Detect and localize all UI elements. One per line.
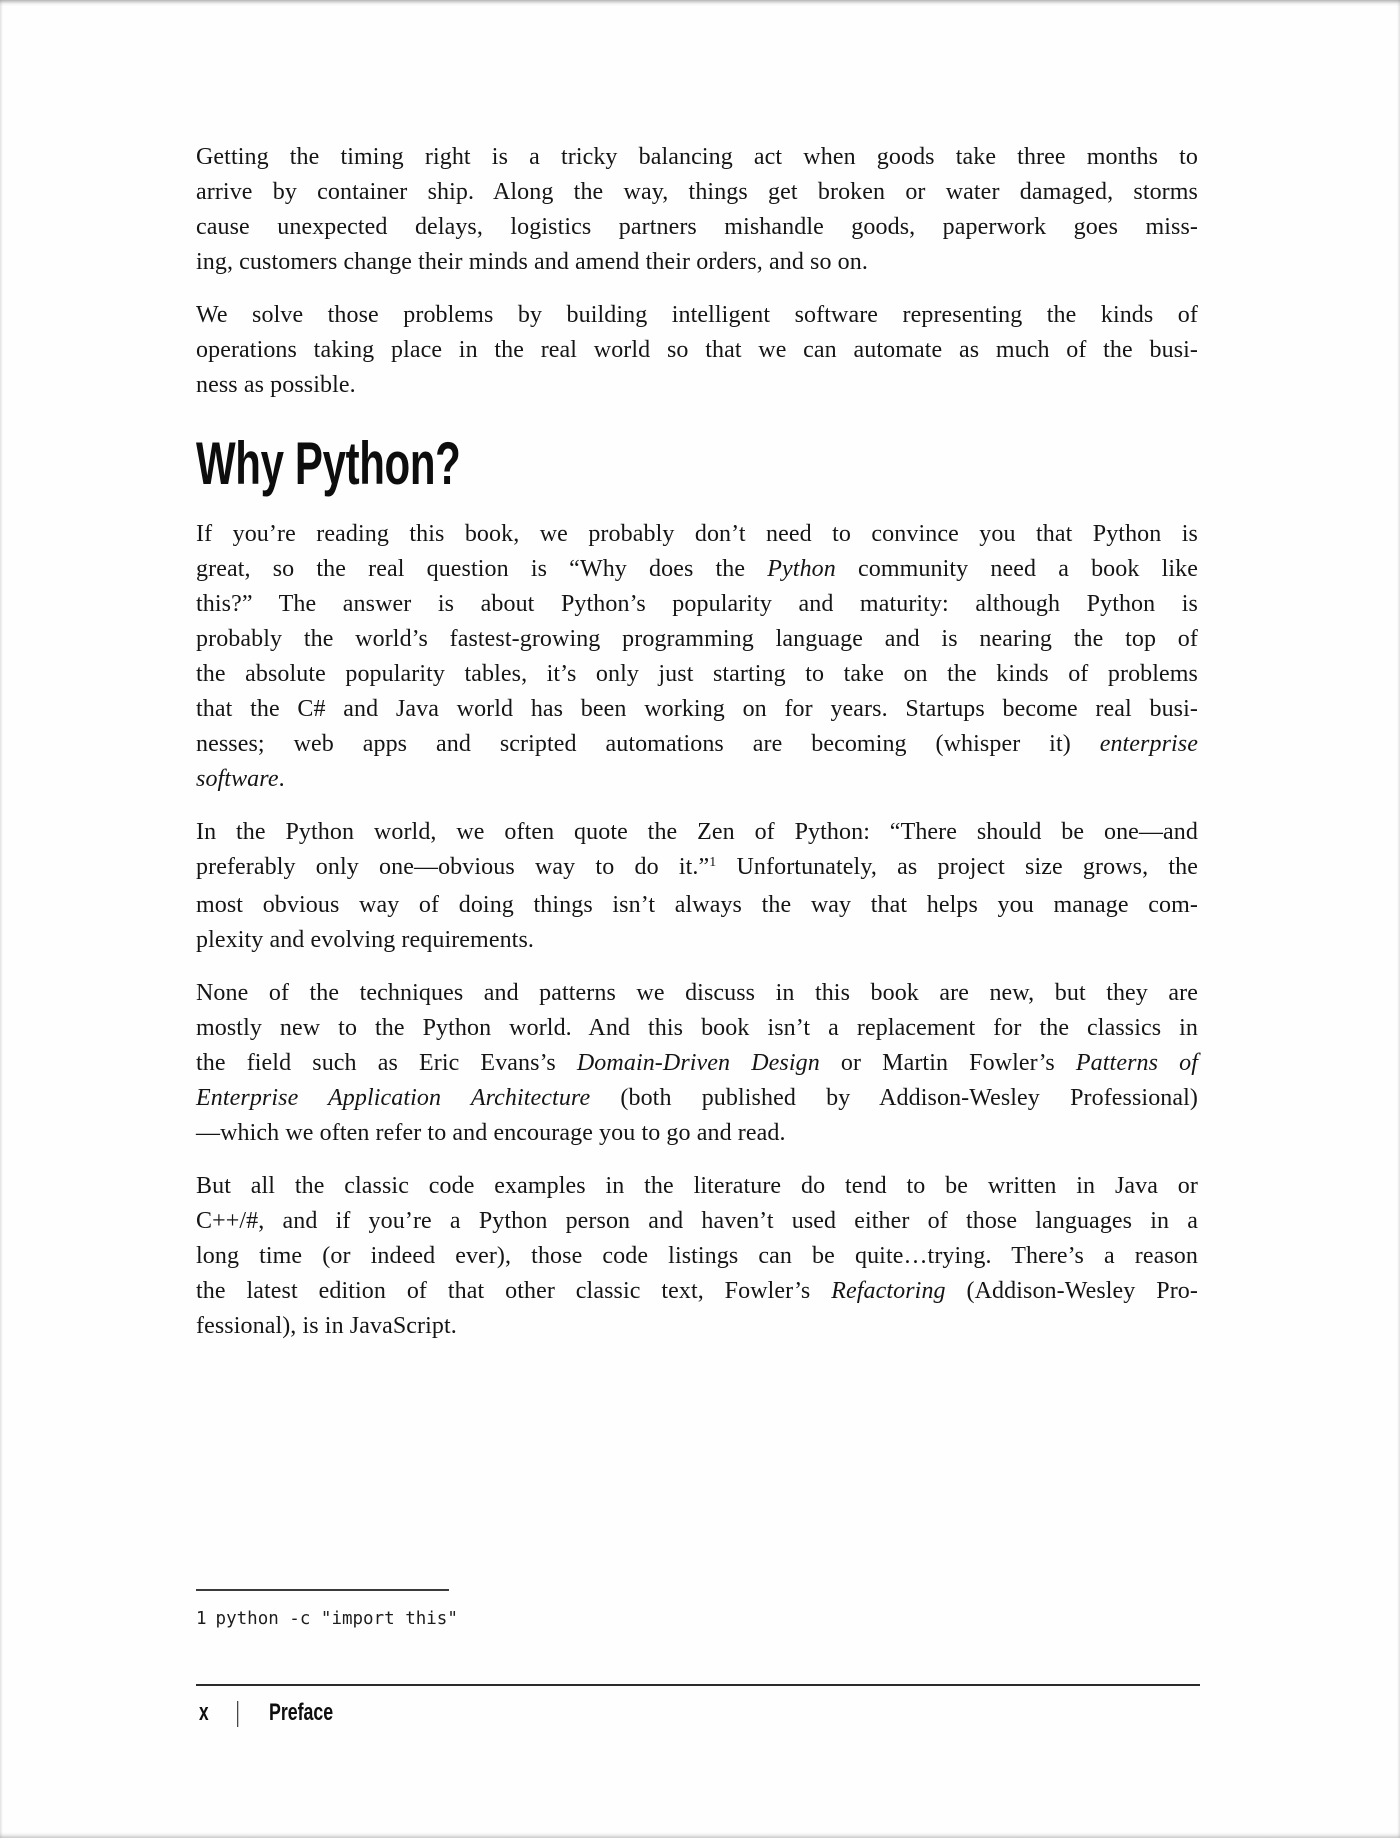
text-line (196, 1309, 1198, 1344)
text-segment: But all the classic code examples in the literature do tend to be written in Java or (196, 1173, 1198, 1199)
footer-separator: | (236, 1696, 240, 1729)
text-segment: the latest edition of that other classic text, Fowler’s (196, 1278, 832, 1304)
text-line (196, 1046, 1198, 1081)
paragraph (196, 815, 1198, 958)
text-segment: fessional), is in JavaScript. (196, 1313, 457, 1339)
text-line (196, 1169, 1198, 1204)
why-python-paragraphs (196, 517, 1198, 1344)
text-line (196, 888, 1198, 923)
text-segment: Enterprise Application Architecture (196, 1085, 591, 1111)
text-segment: None of the techniques and patterns we discuss in this book are new, but they are (196, 980, 1198, 1006)
text-line (196, 1081, 1198, 1116)
text-segment: cause unexpected delays, logistics partners mishandle goods, paperwork goes miss- (196, 214, 1198, 240)
text-line (196, 587, 1198, 622)
text-segment: Unfortunately, as project size grows, the (716, 854, 1198, 880)
text-segment: C++/#, and if you’re a Python person and haven’t used either of those languages in a (196, 1208, 1198, 1234)
paragraph (196, 976, 1198, 1151)
text-segment: . (278, 766, 285, 792)
paragraph (196, 298, 1198, 403)
text-line (196, 1116, 1198, 1151)
text-segment: We solve those problems by building intelligent software representing the kinds of (196, 302, 1198, 328)
text-segment: mostly new to the Python world. And this book isn’t a replacement for the classics in (196, 1015, 1198, 1041)
text-segment: the absolute popularity tables, it’s only just starting to take on the kinds of problems (196, 661, 1198, 687)
text-line (196, 727, 1198, 762)
text-segment: Refactoring (831, 1278, 946, 1304)
text-line (196, 175, 1198, 210)
page-edge-bottom (0, 1832, 1400, 1838)
footnote-command: python -c "import this" (215, 1609, 458, 1629)
text-segment: great, so the real question is “Why does the (196, 556, 768, 582)
text-segment: Python (767, 556, 836, 582)
text-segment: the field such as Eric Evans’s (196, 1050, 577, 1076)
text-segment: software (196, 766, 279, 792)
text-line (196, 657, 1198, 692)
section-heading: Why Python? (196, 430, 461, 497)
footnote (196, 1608, 458, 1630)
paragraph (196, 517, 1198, 797)
text-line (196, 210, 1198, 245)
footnote-marker: 1 (196, 1609, 207, 1629)
text-segment: —which we often refer to and encourage you to go and read. (196, 1120, 786, 1146)
footer-section-title: Preface (268, 1699, 333, 1726)
paragraph (196, 1169, 1198, 1344)
footnote-rule (196, 1589, 449, 1591)
text-line (196, 140, 1198, 175)
text-line (196, 976, 1198, 1011)
intro-paragraphs (196, 140, 1198, 403)
text-segment: If you’re reading this book, we probably don’t need to convince you that Python is (196, 521, 1198, 547)
text-segment: that the C# and Java world has been working on for years. Startups become real busi- (196, 696, 1198, 722)
text-line (196, 552, 1198, 587)
text-segment: operations taking place in the real world so that we can automate as much of the busi- (196, 337, 1198, 363)
text-segment: probably the world’s fastest-growing programming language and is nearing the top of (196, 626, 1198, 652)
text-line (196, 1239, 1198, 1274)
paragraph (196, 140, 1198, 280)
page-footer (199, 1696, 355, 1729)
text-line (196, 850, 1198, 888)
text-line (196, 923, 1198, 958)
text-line (196, 1204, 1198, 1239)
text-segment: (Addison-Wesley Pro- (945, 1278, 1198, 1304)
text-segment: or Martin Fowler’s (819, 1050, 1076, 1076)
text-segment: community need a book like (835, 556, 1198, 582)
text-segment: ness as possible. (196, 372, 356, 398)
page-edge-left (0, 0, 3, 1838)
text-column (196, 140, 1198, 1362)
text-segment: ing, customers change their minds and amend their orders, and so on. (196, 249, 868, 275)
text-segment: long time (or indeed ever), those code listings can be quite…trying. There’s a reason (196, 1243, 1198, 1269)
text-line (196, 692, 1198, 727)
footer-rule (196, 1684, 1200, 1686)
text-line (196, 1274, 1198, 1309)
text-segment: preferably only one—obvious way to do it.” (196, 854, 710, 880)
page-edge-top (0, 0, 1400, 6)
text-line (196, 333, 1198, 368)
text-line (196, 1011, 1198, 1046)
text-segment: Domain-Driven Design (576, 1050, 820, 1076)
text-segment: nesses; web apps and scripted automations are becoming (whisper it) (196, 731, 1100, 757)
text-segment: plexity and evolving requirements. (196, 927, 534, 953)
text-segment: In the Python world, we often quote the Zen of Python: “There should be one—and (196, 819, 1198, 845)
page-number: x (199, 1699, 209, 1726)
text-line (196, 368, 1198, 403)
text-line (196, 622, 1198, 657)
text-segment: Getting the timing right is a tricky balancing act when goods take three months to (196, 144, 1198, 170)
text-segment: most obvious way of doing things isn’t always the way that helps you manage com- (196, 892, 1198, 918)
text-line (196, 815, 1198, 850)
text-segment: this?” The answer is about Python’s popularity and maturity: although Python is (196, 591, 1198, 617)
text-line (196, 762, 1198, 797)
text-line (196, 298, 1198, 333)
footnote-reference: 1 (709, 855, 717, 871)
text-line (196, 245, 1198, 280)
text-line (196, 517, 1198, 552)
text-segment: enterprise (1099, 731, 1198, 757)
text-segment: (both published by Addison-Wesley Professional) (590, 1085, 1199, 1111)
text-segment: Patterns of (1075, 1050, 1198, 1076)
text-segment: arrive by container ship. Along the way, things get broken or water damaged, storms (196, 179, 1198, 205)
